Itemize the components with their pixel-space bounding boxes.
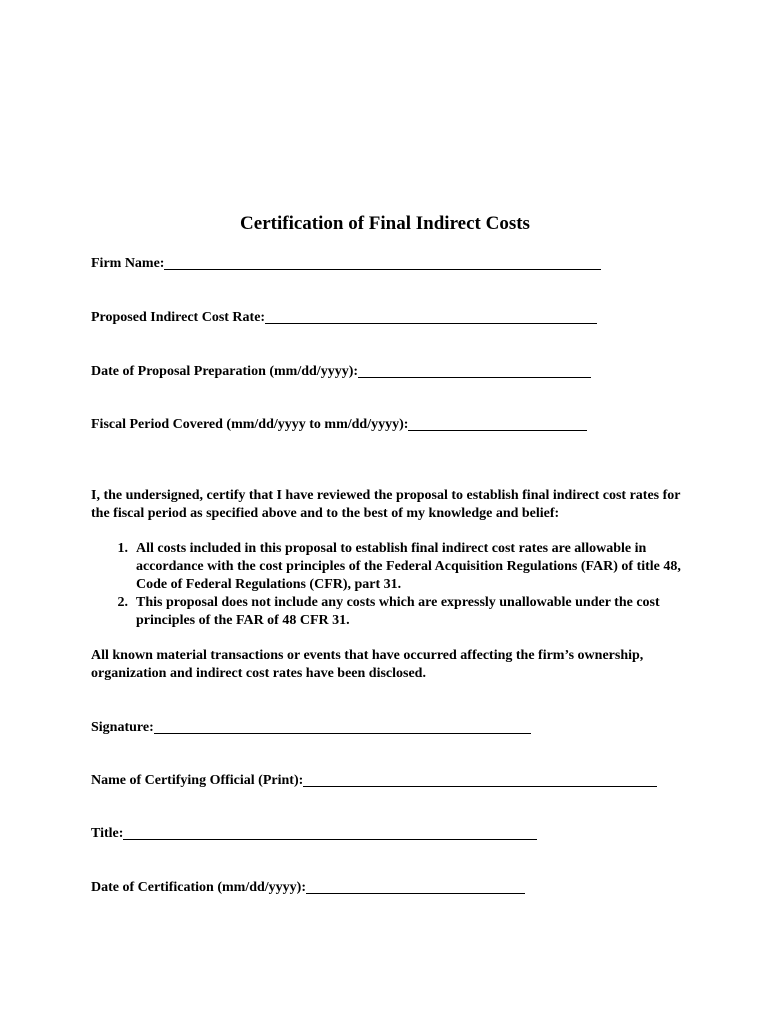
list-item-number: 2. — [117, 595, 128, 610]
list-item — [91, 540, 681, 594]
indirect-cost-rate-field[interactable] — [91, 309, 597, 327]
fiscal-period-field[interactable] — [91, 416, 587, 434]
proposal-date-line[interactable] — [358, 363, 591, 378]
certification-date-label: Date of Certification (mm/dd/yyyy): — [91, 880, 307, 895]
signature-field[interactable] — [91, 719, 531, 737]
certification-list — [91, 540, 681, 630]
certifying-official-line[interactable] — [303, 772, 657, 787]
list-item-text: This proposal does not include any costs which are expressly unallowable under the cost principles of the FAR of 48 CFR 31. — [136, 595, 660, 628]
fiscal-period-label: Fiscal Period Covered (mm/dd/yyyy to mm/dd/yyyy): — [91, 417, 409, 432]
title-line[interactable] — [123, 825, 537, 840]
signature-line[interactable] — [154, 719, 531, 734]
page-title: Certification of Final Indirect Costs — [240, 213, 530, 234]
fiscal-period-line[interactable] — [408, 416, 587, 431]
indirect-cost-rate-label: Proposed Indirect Cost Rate: — [91, 310, 266, 325]
firm-name-line[interactable] — [164, 255, 601, 270]
list-item-number: 1. — [117, 541, 128, 556]
indirect-cost-rate-line[interactable] — [265, 309, 597, 324]
certifying-official-field[interactable] — [91, 772, 657, 790]
firm-name-field[interactable] — [91, 255, 601, 273]
certifying-official-label: Name of Certifying Official (Print): — [91, 773, 304, 788]
certification-date-line[interactable] — [306, 879, 525, 894]
title-field[interactable] — [91, 825, 537, 843]
list-item-text: All costs included in this proposal to establish final indirect cost rates are allowable in accordance with the cost principles of the Federal Acquisition Regulations (FAR) of title 48, Code of Federal Regulations (CFR), part 31. — [136, 541, 681, 592]
certification-date-field[interactable] — [91, 879, 525, 897]
disclosure-statement: All known material transactions or events that have occurred affecting the firm’s ownership, organization and indirect cost rates have been disclosed. — [91, 648, 644, 681]
list-item — [91, 594, 681, 630]
title-label: Title: — [91, 826, 124, 841]
firm-name-label: Firm Name: — [91, 256, 165, 271]
proposal-date-field[interactable] — [91, 363, 591, 381]
signature-label: Signature: — [91, 720, 154, 735]
proposal-date-label: Date of Proposal Preparation (mm/dd/yyyy): — [91, 364, 359, 379]
certify-statement: I, the undersigned, certify that I have reviewed the proposal to establish final indirect cost rates for the fiscal period as specified above and to the best of my knowledge and belief: — [91, 488, 681, 521]
